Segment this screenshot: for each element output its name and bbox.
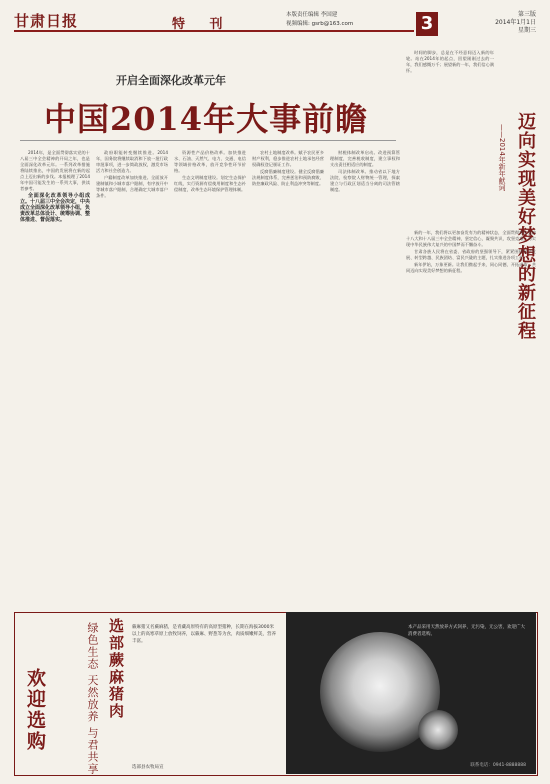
ad-sponsor: 选部县农牧局宣	[132, 765, 164, 770]
paper-name: 甘肃日报	[14, 12, 79, 30]
paragraph: 生态文明制度建设。划定生态保护红线，实行资源有偿使用制度和生态补偿制度，改革生态环境保护管理体制。	[174, 175, 246, 192]
ad-photo-caption: 本产品采用天然放养方式饲养，无污染，无公害，欢迎广大消费者选购。	[408, 625, 525, 637]
paragraph: 甘肃各族人民将在省委、省政府的坚强领导下，紧紧围绕科学发展、转型跨越、民族团结、富民兴陇的主题，扎实推进各项工作。	[406, 249, 536, 260]
headline-kicker: 开启全面深化改革元年	[116, 74, 226, 87]
paragraph: 户籍制度改革加快推进。全面放开建制镇和小城市落户限制，有序放开中等城市落户限制，合理确定大城市落户条件。	[96, 175, 168, 198]
ad-photo	[286, 612, 536, 774]
paragraph: 新年伊始，万象更新。让我们携起手来，同心同德，开拓进取，共同迈向实现美好梦想的新征程。	[406, 262, 536, 273]
edition-date: 2014年1月1日	[495, 19, 536, 26]
side-article-subtitle: ——2014年新年献词	[498, 124, 506, 191]
main-headline: 中国2014年大事前瞻	[44, 100, 369, 138]
ad-slogan: 绿色生态 天然放养 与君共享	[86, 622, 99, 775]
cactus-small-image	[418, 710, 458, 750]
paragraph: 资源性产品价格改革。加快推进水、石油、天然气、电力、交通、电信等领域价格改革，放开竞争性环节价格。	[174, 150, 246, 173]
editor-line: 本版责任编辑 李国建	[286, 12, 338, 18]
paragraph: 农村土地制度改革。赋予农民更多财产权利，稳步推进农村土地承包经营权确权登记颁证工作。	[252, 150, 324, 167]
article-column-5	[330, 150, 400, 602]
editor-info	[286, 11, 353, 29]
article-column-3	[174, 150, 246, 602]
article-column-2	[96, 150, 168, 602]
page-number: 3	[416, 12, 438, 36]
email-line: 视频编辑: gsrb@163.com	[286, 21, 354, 27]
headline-rule	[20, 140, 396, 141]
ad-product-name: 选部蕨麻猪肉	[107, 618, 125, 720]
side-article-lead	[406, 50, 494, 220]
edition-page: 第三版	[517, 11, 536, 18]
side-article-body	[406, 230, 536, 602]
paragraph: 财税体制改革启动。改进预算管理制度，完善税收制度，建立事权和支出责任相适应的制度。	[330, 150, 400, 167]
ad-body-text: 蕨麻猪又名蕨麻猪，是青藏高原特有的高原型猪种，长期在海拔3000米以上的高寒草原上放牧饲养，以蕨麻、野葱等为食，肉质细嫩鲜美，营养丰富。	[132, 625, 276, 644]
edition-weekday: 星期三	[517, 27, 536, 34]
edition-info	[495, 11, 536, 35]
paragraph: 政府职能转变继续推进。2014年，国务院将继续取消和下放一批行政审批事项，进一步简政放权，激发市场活力和社会创造力。	[96, 150, 168, 173]
ad-contact: 联系电话：0941-8888888	[470, 763, 526, 768]
paragraph: 反腐倡廉制度建设。健全反腐倡廉法规制度体系，完善惩治和预防腐败、防控廉政风险、防止利益冲突等制度。	[252, 169, 324, 186]
masthead	[14, 8, 536, 44]
section-title: 特 刊	[172, 17, 233, 32]
paragraph: 新的一年，我们将以更加奋发有为的精神状态，全面贯彻落实党的十八大和十八届三中全会精神，坚定信心，凝聚共识，攻坚克难，为实现中华民族伟大复兴的中国梦而不懈奋斗。	[406, 230, 536, 247]
article-column-4	[252, 150, 324, 602]
paragraph: 全面深化改革领导小组成立。十八届三中全会决定，中央成立全面深化改革领导小组，负责改革总体设计、统筹协调、整体推进、督促落实。	[20, 193, 90, 223]
ad-headline: 欢迎选购	[24, 668, 46, 752]
article-column-1	[20, 150, 90, 602]
paragraph: 时间的脚步，总是在不经意间迈入新的年轮。站在2014年的起点，回望刚刚过去的一年，我们感慨万千；展望新的一年，我们信心满怀。	[406, 50, 494, 73]
paragraph: 司法体制改革。推动省以下地方法院、检察院人财物统一管理，探索建立与行政区划适当分离的司法管辖制度。	[330, 169, 400, 192]
side-article-title: 迈向实现美好梦想的新征程	[515, 112, 536, 340]
paragraph: 2014年，是全面贯彻落实党的十八届三中全会精神的开局之年，也是全面深化改革元年。一系列改革措施将陆续推出，中国的发展将在新的起点上迈出新的步伐。本报梳理了2014年中国可能发生的一系列大事，供读者参考。	[20, 150, 90, 191]
